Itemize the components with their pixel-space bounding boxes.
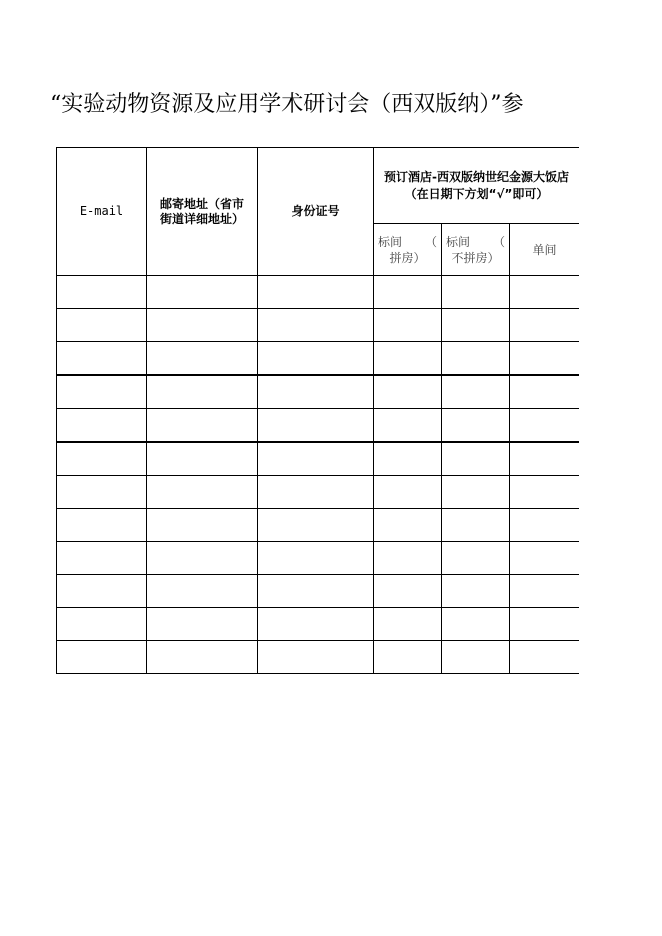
cell[interactable] [147,476,258,509]
registration-table [56,147,579,674]
cell[interactable] [57,575,147,608]
cell[interactable] [374,575,442,608]
cell[interactable] [57,509,147,542]
cell[interactable] [57,342,147,376]
cell[interactable] [147,309,258,342]
cell[interactable] [57,309,147,342]
cell[interactable] [258,575,374,608]
cell[interactable] [510,409,580,443]
cell[interactable] [147,509,258,542]
header-email: E-mail [57,148,147,276]
cell[interactable] [442,641,510,674]
header-room-private: 标间 （ 不拼房） [442,224,510,276]
cell[interactable] [374,409,442,443]
cell[interactable] [374,476,442,509]
cell[interactable] [147,641,258,674]
cell[interactable] [57,542,147,575]
title-area [50,86,578,126]
cell[interactable] [510,575,580,608]
cell[interactable] [147,442,258,476]
cell[interactable] [258,409,374,443]
cell[interactable] [442,476,510,509]
cell[interactable] [258,442,374,476]
cell[interactable] [510,542,580,575]
header-hotel: 预订酒店-西双版纳世纪金源大饭店（在日期下方划“√”即可） [374,148,580,224]
cell[interactable] [57,276,147,309]
document-title: “实验动物资源及应用学术研讨会（西双版纳）”参 [50,92,524,117]
cell[interactable] [442,575,510,608]
cell[interactable] [374,276,442,309]
cell[interactable] [442,375,510,409]
cell[interactable] [510,276,580,309]
cell[interactable] [57,641,147,674]
cell[interactable] [510,641,580,674]
cell[interactable] [258,276,374,309]
cell[interactable] [57,608,147,641]
cell[interactable] [147,375,258,409]
header-address-text: 邮寄地址（省市街道详细地址） [160,196,245,226]
cell[interactable] [510,375,580,409]
header-address [147,148,258,276]
cell[interactable] [258,641,374,674]
cell[interactable] [258,542,374,575]
cell[interactable] [147,276,258,309]
cell[interactable] [510,309,580,342]
cell[interactable] [510,509,580,542]
cell[interactable] [374,342,442,376]
cell[interactable] [374,375,442,409]
cell[interactable] [510,608,580,641]
cell[interactable] [442,409,510,443]
cell[interactable] [374,542,442,575]
registration-table-area [56,147,579,679]
cell[interactable] [57,442,147,476]
cell[interactable] [57,476,147,509]
cell[interactable] [57,409,147,443]
header-id-number: 身份证号 [258,148,374,276]
header-room-shared: 标间 （ 拼房） [374,224,442,276]
cell[interactable] [258,375,374,409]
cell[interactable] [442,276,510,309]
cell[interactable] [57,375,147,409]
cell[interactable] [258,476,374,509]
cell[interactable] [147,575,258,608]
cell[interactable] [374,442,442,476]
cell[interactable] [374,608,442,641]
cell[interactable] [442,608,510,641]
cell[interactable] [510,476,580,509]
cell[interactable] [258,608,374,641]
cell[interactable] [258,309,374,342]
cell[interactable] [374,509,442,542]
cell[interactable] [510,342,580,376]
cell[interactable] [442,442,510,476]
cell[interactable] [258,342,374,376]
cell[interactable] [374,641,442,674]
cell[interactable] [442,542,510,575]
cell[interactable] [147,608,258,641]
cell[interactable] [147,542,258,575]
cell[interactable] [258,509,374,542]
cell[interactable] [147,342,258,376]
cell[interactable] [510,442,580,476]
cell[interactable] [442,509,510,542]
cell[interactable] [374,309,442,342]
cell[interactable] [147,409,258,443]
cell[interactable] [442,342,510,376]
header-room-single: 单间 [510,224,580,276]
cell[interactable] [442,309,510,342]
